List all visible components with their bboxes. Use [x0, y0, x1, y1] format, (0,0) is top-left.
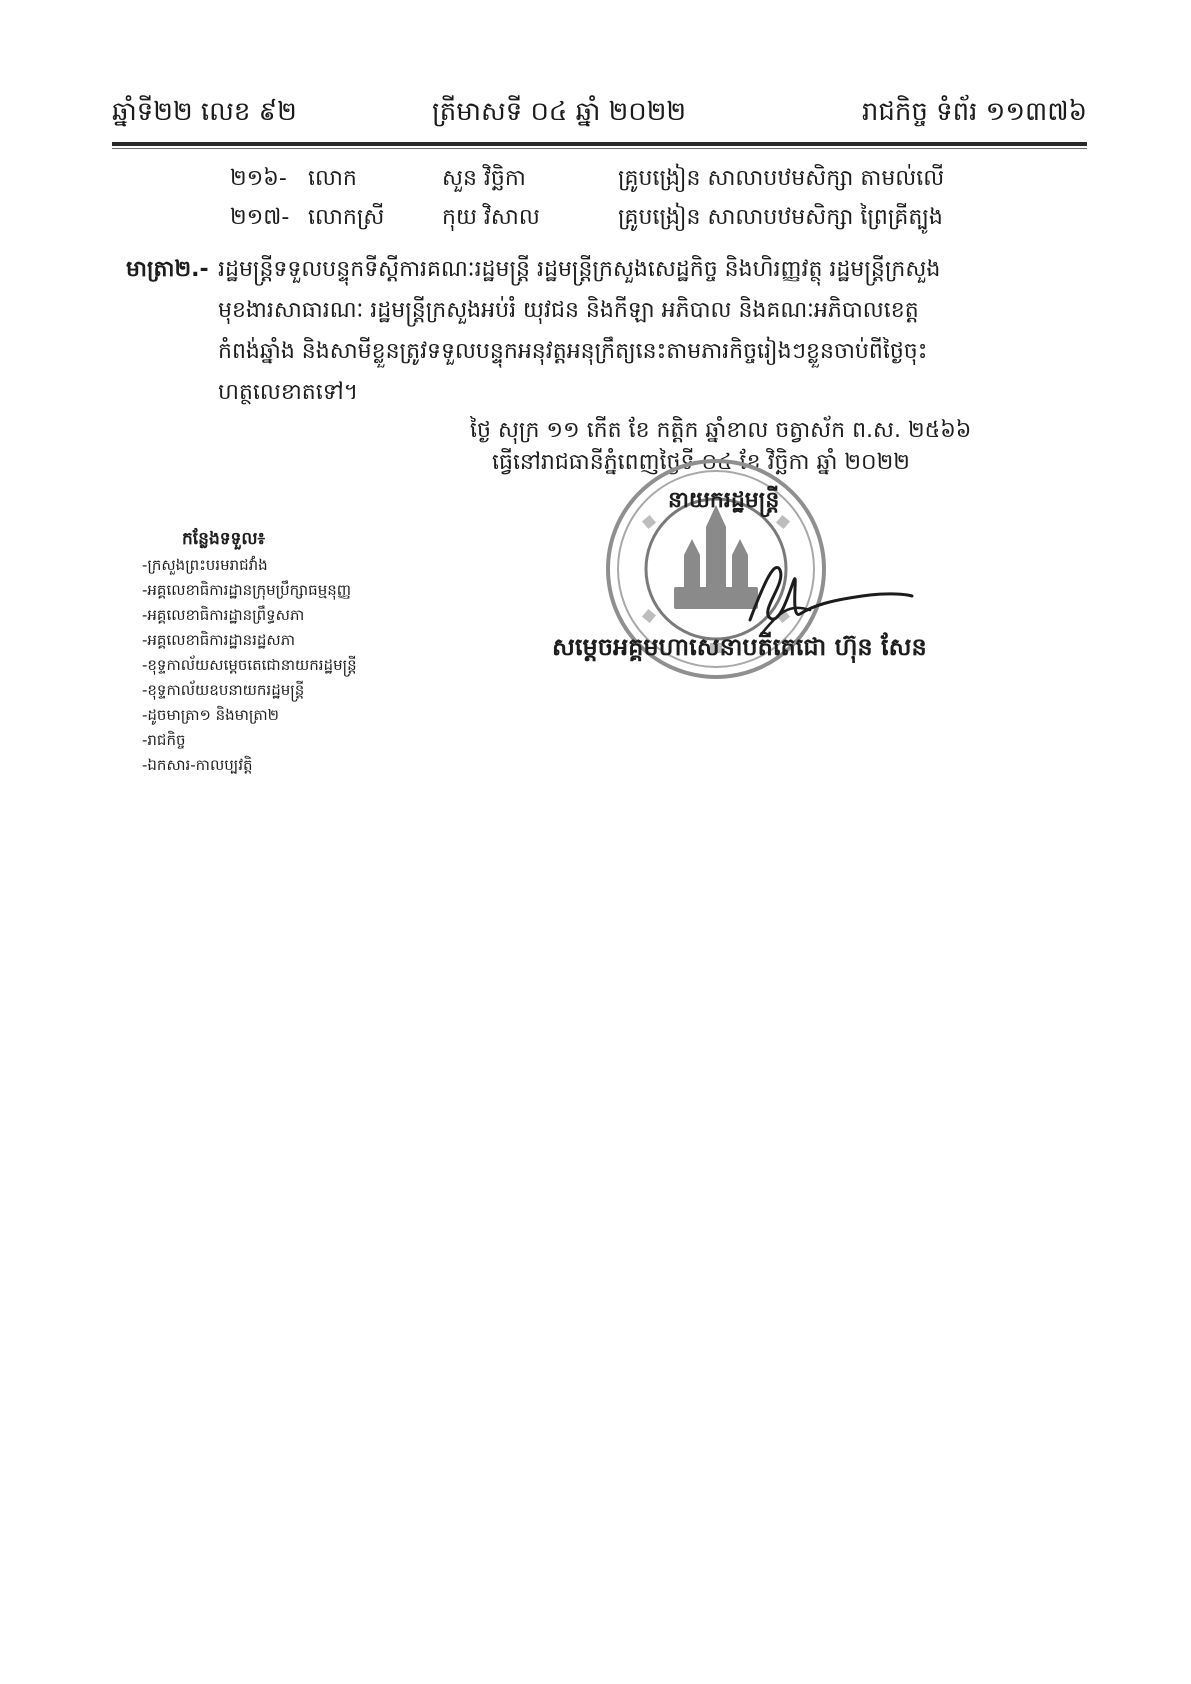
article-heading: មាត្រា២.-: [126, 257, 209, 282]
row-number: ២១៦-: [230, 166, 287, 191]
recipient-item: -ដូចមាត្រា១ និងមាត្រា២: [142, 706, 280, 724]
header-year-issue: ឆ្នាំទី២២ លេខ ៩២: [112, 97, 297, 127]
row-position: គ្រូបង្រៀន សាលាបឋមសិក្សា តាមល់លើ: [618, 166, 945, 191]
recipient-item: -ខុទ្ទកាល័យសម្តេចតេជោនាយករដ្ឋមន្ត្រី: [142, 656, 357, 674]
article-line: កំពង់ឆ្នាំង និងសាមីខ្លួនត្រូវទទួលបន្ទុកអនុវត្តអនុក្រឹត្យនេះតាមភារកិច្ចរៀងៗខ្លួនចាប់ពីថ្ងៃចុះ: [218, 339, 928, 364]
row-position: គ្រូបង្រៀន សាលាបឋមសិក្សា ព្រៃគ្រីត្បូង: [618, 205, 943, 230]
header-page-number: រាជកិច្ច ទំព័រ ១១៣៧៦: [861, 97, 1087, 127]
solar-date: ធ្វើនៅរាជធានីភ្នំពេញថ្ងៃទី ០៤ ខែ វិច្ឆិកា ឆ្នាំ ២០២២: [492, 450, 910, 475]
recipient-item: -ក្រសួងព្រះបរមរាជវាំង: [142, 556, 268, 574]
recipient-item: -ខុទ្ទកាល័យឧបនាយករដ្ឋមន្ត្រី: [142, 681, 305, 699]
recipient-item: -អគ្គលេខាធិការដ្ឋានក្រុមប្រឹក្សាធម្មនុញ្ញ: [142, 581, 352, 599]
recipient-item: -អគ្គលេខាធិការដ្ឋានព្រឹទ្ធសភា: [142, 606, 305, 624]
row-name: សួន វិច្ឆិកា: [442, 166, 526, 191]
row-number: ២១៧-: [230, 205, 290, 230]
row-title: លោកស្រី: [308, 205, 385, 230]
header-quarter: ត្រីមាសទី ០៤ ឆ្នាំ ២០២២: [432, 97, 687, 127]
prime-minister-title: នាយករដ្ឋមន្ត្រី: [668, 488, 780, 513]
article-line: ហត្ថលេខាតទៅ។: [218, 380, 359, 405]
signer-name: សម្តេចអគ្គមហាសេនាបតីតេជោ ហ៊ុន សែន: [552, 633, 927, 661]
recipients-heading: កន្លែងទទួល៖: [182, 529, 266, 549]
header-rule: [112, 142, 1087, 146]
article-line: រដ្ឋមន្ត្រីទទួលបន្ទុកទីស្តីការគណៈរដ្ឋមន្ត្រី រដ្ឋមន្ត្រីក្រសួងសេដ្ឋកិច្ច និងហិរញ្ញវត្ថុ រដ្ឋមន្ត្រីក្រសួង: [218, 257, 941, 282]
recipient-item: -ឯកសារ-កាលប្បវត្តិ: [142, 756, 253, 774]
recipient-item: -រាជកិច្ច: [142, 731, 186, 749]
header-rule-thin: [112, 148, 1087, 149]
row-title: លោក: [308, 166, 357, 191]
gazette-header: [112, 90, 1087, 134]
recipient-item: -អគ្គលេខាធិការដ្ឋានរដ្ឋសភា: [142, 631, 295, 649]
lunar-date: ថ្ងៃ សុក្រ ១១ កើត ខែ កត្តិក ឆ្នាំខាល ចត្វាស័ក ព.ស. ២៥៦៦: [470, 418, 972, 443]
row-name: កុយ វិសាល: [442, 205, 540, 230]
article-line: មុខងារសាធារណៈ រដ្ឋមន្ត្រីក្រសួងអប់រំ យុវជន និងកីឡា អភិបាល និងគណៈអភិបាលខេត្ត: [218, 298, 919, 323]
